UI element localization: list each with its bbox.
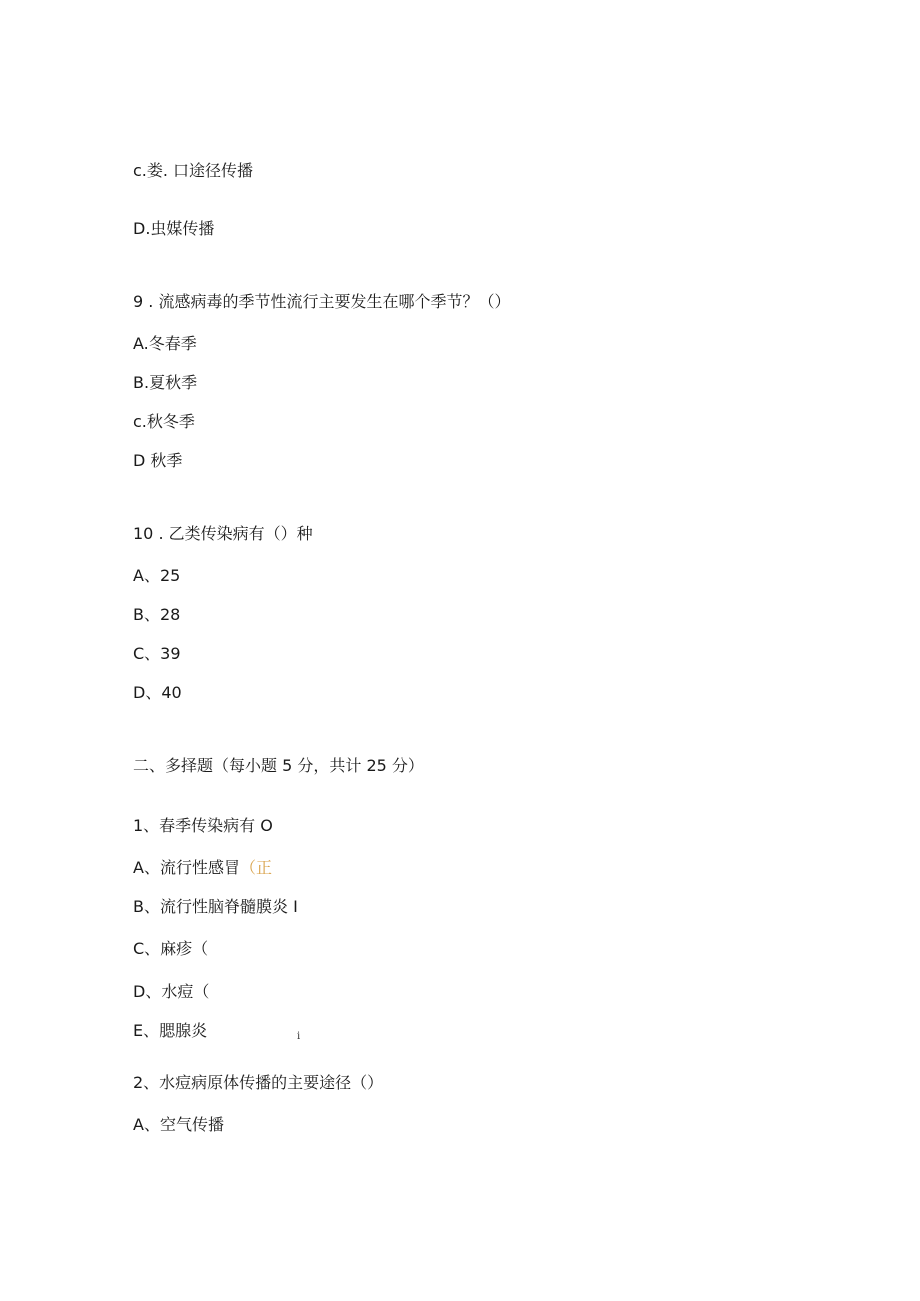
q10-option-d: D、40 (133, 683, 182, 702)
m1-option-a-text: A、流行性感冒 (133, 858, 240, 877)
m2-option-a: A、空气传播 (133, 1115, 224, 1134)
m2-question: 2、水痘病原体传播的主要途径（） (133, 1073, 384, 1092)
stray-mark: i (297, 1031, 301, 1042)
m1-option-b: B、流行性脑脊髓膜炎 I (133, 897, 298, 916)
m1-option-d: D、水痘（ (133, 982, 210, 1001)
q10-option-b: B、28 (133, 605, 181, 624)
q9-option-d: D 秋季 (133, 451, 183, 470)
q8-option-c: c.娄. 口途径传播 (133, 161, 254, 180)
q9-option-a: A.冬春季 (133, 334, 197, 353)
m1-option-c: C、麻疹（ (133, 939, 209, 958)
m1-option-e: E、腮腺炎 (133, 1021, 208, 1040)
m1-question: 1、春季传染病有 O (133, 816, 273, 835)
q8-option-d: D.虫媒传播 (133, 219, 215, 238)
q10-option-c: C、39 (133, 644, 181, 663)
q9-option-c: c.秋冬季 (133, 412, 195, 431)
q10-question: 10 . 乙类传染病有（）种 (133, 524, 313, 543)
q9-option-b: B.夏秋季 (133, 373, 198, 392)
q9-question: 9 . 流感病毒的季节性流行主要发生在哪个季节？（） (133, 292, 511, 311)
section-2-heading: 二、多择题（每小题 5 分，共计 25 分） (133, 756, 424, 775)
m1-option-a-mark: （正 (239, 858, 272, 877)
m1-option-a (133, 858, 272, 878)
q10-option-a: A、25 (133, 566, 181, 585)
